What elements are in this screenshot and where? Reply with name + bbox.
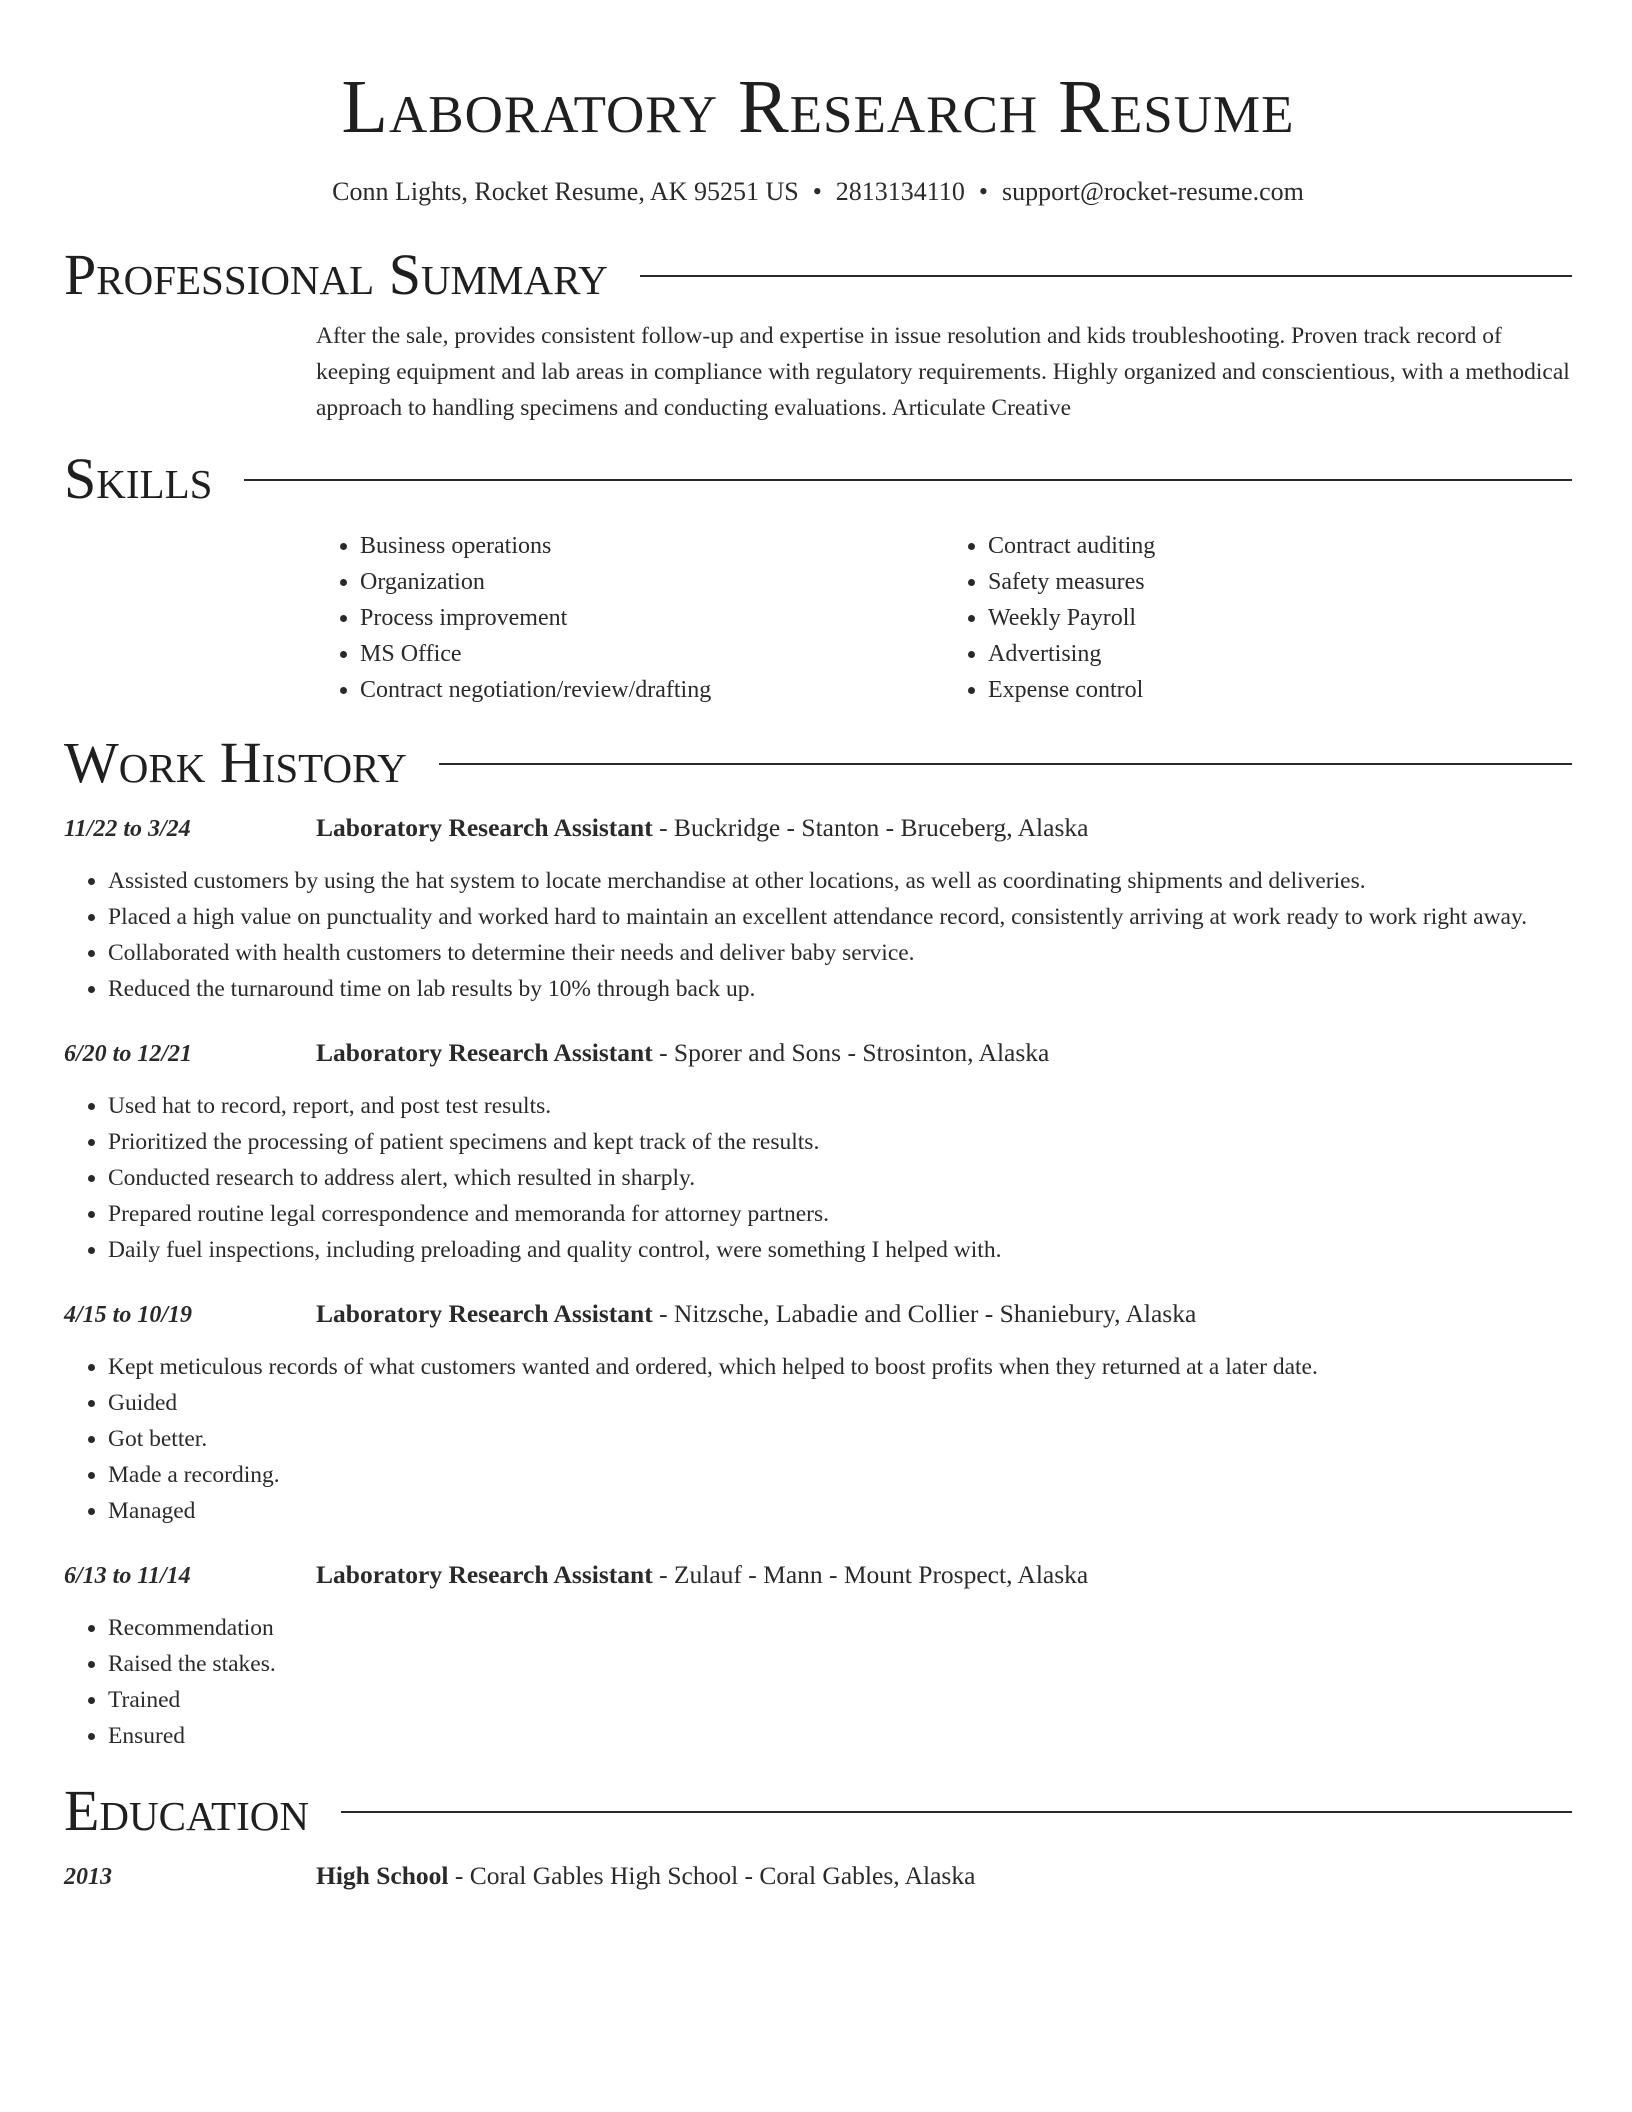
resume-name: Laboratory Research Resume	[341, 65, 1295, 149]
job-employer-location: - Buckridge - Stanton - Bruceberg, Alaska	[652, 813, 1089, 842]
skills-column-right	[944, 528, 1572, 708]
job-title: Laboratory Research Assistant	[316, 813, 653, 842]
job-dates: 6/13 to 11/14	[64, 1563, 191, 1589]
skills-list	[316, 528, 1572, 708]
job-title: Laboratory Research Assistant	[316, 1560, 653, 1589]
contact-separator: •	[812, 177, 822, 206]
job-employer-location: - Zulauf - Mann - Mount Prospect, Alaska	[652, 1560, 1089, 1589]
skill-item: • MS Office	[360, 636, 944, 672]
job-duty-item: • Managed	[108, 1493, 1572, 1529]
job-header	[64, 1035, 1572, 1072]
skill-item: • Business operations	[360, 528, 944, 564]
job-duty-item: • Prepared routine legal correspondence and memoranda for attorney partners.	[108, 1196, 1572, 1232]
job-title-line	[316, 1557, 1088, 1593]
skill-item: • Contract negotiation/review/drafting	[360, 672, 944, 708]
job-duty-item: • Used hat to record, report, and post test results.	[108, 1088, 1572, 1124]
education-heading: Education	[64, 1778, 309, 1843]
summary-text: After the sale, provides consistent follow-up and expertise in issue resolution and kids troubleshooting. Proven track record of keeping equipment and lab areas in compliance with regulatory requirements. Highly organized and conscientious, with a methodical approach to handling specimens and conducting evaluations. Articulate Creative	[316, 323, 1570, 421]
job-header	[64, 1296, 1572, 1333]
job-duty-item: • Prioritized the processing of patient specimens and kept track of the results.	[108, 1124, 1572, 1160]
job-employer-location: - Nitzsche, Labadie and Collier - Shaniebury, Alaska	[652, 1299, 1197, 1328]
job-header	[64, 1557, 1572, 1594]
job-employer-location: - Sporer and Sons - Strosinton, Alaska	[652, 1038, 1050, 1067]
job-duties	[64, 1088, 1572, 1268]
section-divider	[439, 763, 1572, 765]
job-duty-item: • Kept meticulous records of what customers wanted and ordered, which helped to boost profits when they returned at a later date.	[108, 1349, 1572, 1385]
job-duty-item: • Placed a high value on punctuality and worked hard to maintain an excellent attendance record, consistently arriving at work ready to work right away.	[108, 899, 1572, 935]
contact-line	[64, 174, 1572, 210]
section-divider	[341, 1811, 1572, 1813]
contact-separator: •	[978, 177, 988, 206]
job-duty-item: • Guided	[108, 1385, 1572, 1421]
job-duty-item: • Raised the stakes.	[108, 1646, 1572, 1682]
education-entry	[64, 1858, 1572, 1895]
job-title-line	[316, 1296, 1196, 1332]
job-duty-item: • Daily fuel inspections, including preloading and quality control, were something I helped with.	[108, 1232, 1572, 1268]
education-dates: 2013	[64, 1864, 112, 1890]
summary-heading: Professional Summary	[64, 242, 608, 307]
work-history-list	[64, 810, 1572, 1754]
job-duty-item: • Recommendation	[108, 1610, 1572, 1646]
education-section-header	[64, 1776, 1572, 1846]
job-title-line	[316, 1035, 1049, 1071]
job-duty-item: • Got better.	[108, 1421, 1572, 1457]
education-list	[64, 1858, 1572, 1895]
job-duty-item: • Reduced the turnaround time on lab results by 10% through back up.	[108, 971, 1572, 1007]
job-duty-item: • Trained	[108, 1682, 1572, 1718]
education-degree: High School	[316, 1861, 449, 1890]
job-duty-item: • Collaborated with health customers to determine their needs and deliver baby service.	[108, 935, 1572, 971]
job-entry	[64, 1035, 1572, 1268]
job-duty-item: • Conducted research to address alert, which resulted in sharply.	[108, 1160, 1572, 1196]
job-dates: 4/15 to 10/19	[64, 1302, 193, 1328]
contact-address: Conn Lights, Rocket Resume, AK 95251 US	[332, 177, 799, 206]
skills-section-header	[64, 444, 1572, 514]
job-title-line	[316, 810, 1088, 846]
job-header	[64, 810, 1572, 847]
job-duties	[64, 1610, 1572, 1754]
skills-column-left	[316, 528, 944, 708]
skill-item: • Expense control	[988, 672, 1572, 708]
job-duties	[64, 1349, 1572, 1529]
job-entry	[64, 1557, 1572, 1754]
skill-item: • Weekly Payroll	[988, 600, 1572, 636]
work-heading: Work History	[64, 730, 407, 795]
skill-item: • Advertising	[988, 636, 1572, 672]
section-divider	[244, 479, 1572, 481]
skill-item: • Safety measures	[988, 564, 1572, 600]
contact-phone: 2813134110	[835, 177, 965, 206]
job-dates: 11/22 to 3/24	[64, 816, 191, 842]
job-duty-item: • Ensured	[108, 1718, 1572, 1754]
skill-item: • Organization	[360, 564, 944, 600]
summary-section-header	[64, 240, 1572, 310]
skill-item: • Contract auditing	[988, 528, 1572, 564]
job-title: Laboratory Research Assistant	[316, 1299, 653, 1328]
education-line	[316, 1858, 975, 1894]
contact-email: support@rocket-resume.com	[1001, 177, 1304, 206]
job-duty-item: • Assisted customers by using the hat system to locate merchandise at other locations, as well as coordinating shipments and deliveries.	[108, 863, 1572, 899]
job-entry	[64, 810, 1572, 1007]
job-entry	[64, 1296, 1572, 1529]
job-dates: 6/20 to 12/21	[64, 1041, 193, 1067]
section-divider	[640, 275, 1572, 277]
skill-item: • Process improvement	[360, 600, 944, 636]
education-school-location: - Coral Gables High School - Coral Gables, Alaska	[448, 1861, 976, 1890]
resume-page	[64, 0, 1572, 1895]
job-title: Laboratory Research Assistant	[316, 1038, 653, 1067]
job-duty-item: • Made a recording.	[108, 1457, 1572, 1493]
job-duties	[64, 863, 1572, 1007]
skills-heading: Skills	[64, 446, 213, 511]
work-section-header	[64, 728, 1572, 798]
